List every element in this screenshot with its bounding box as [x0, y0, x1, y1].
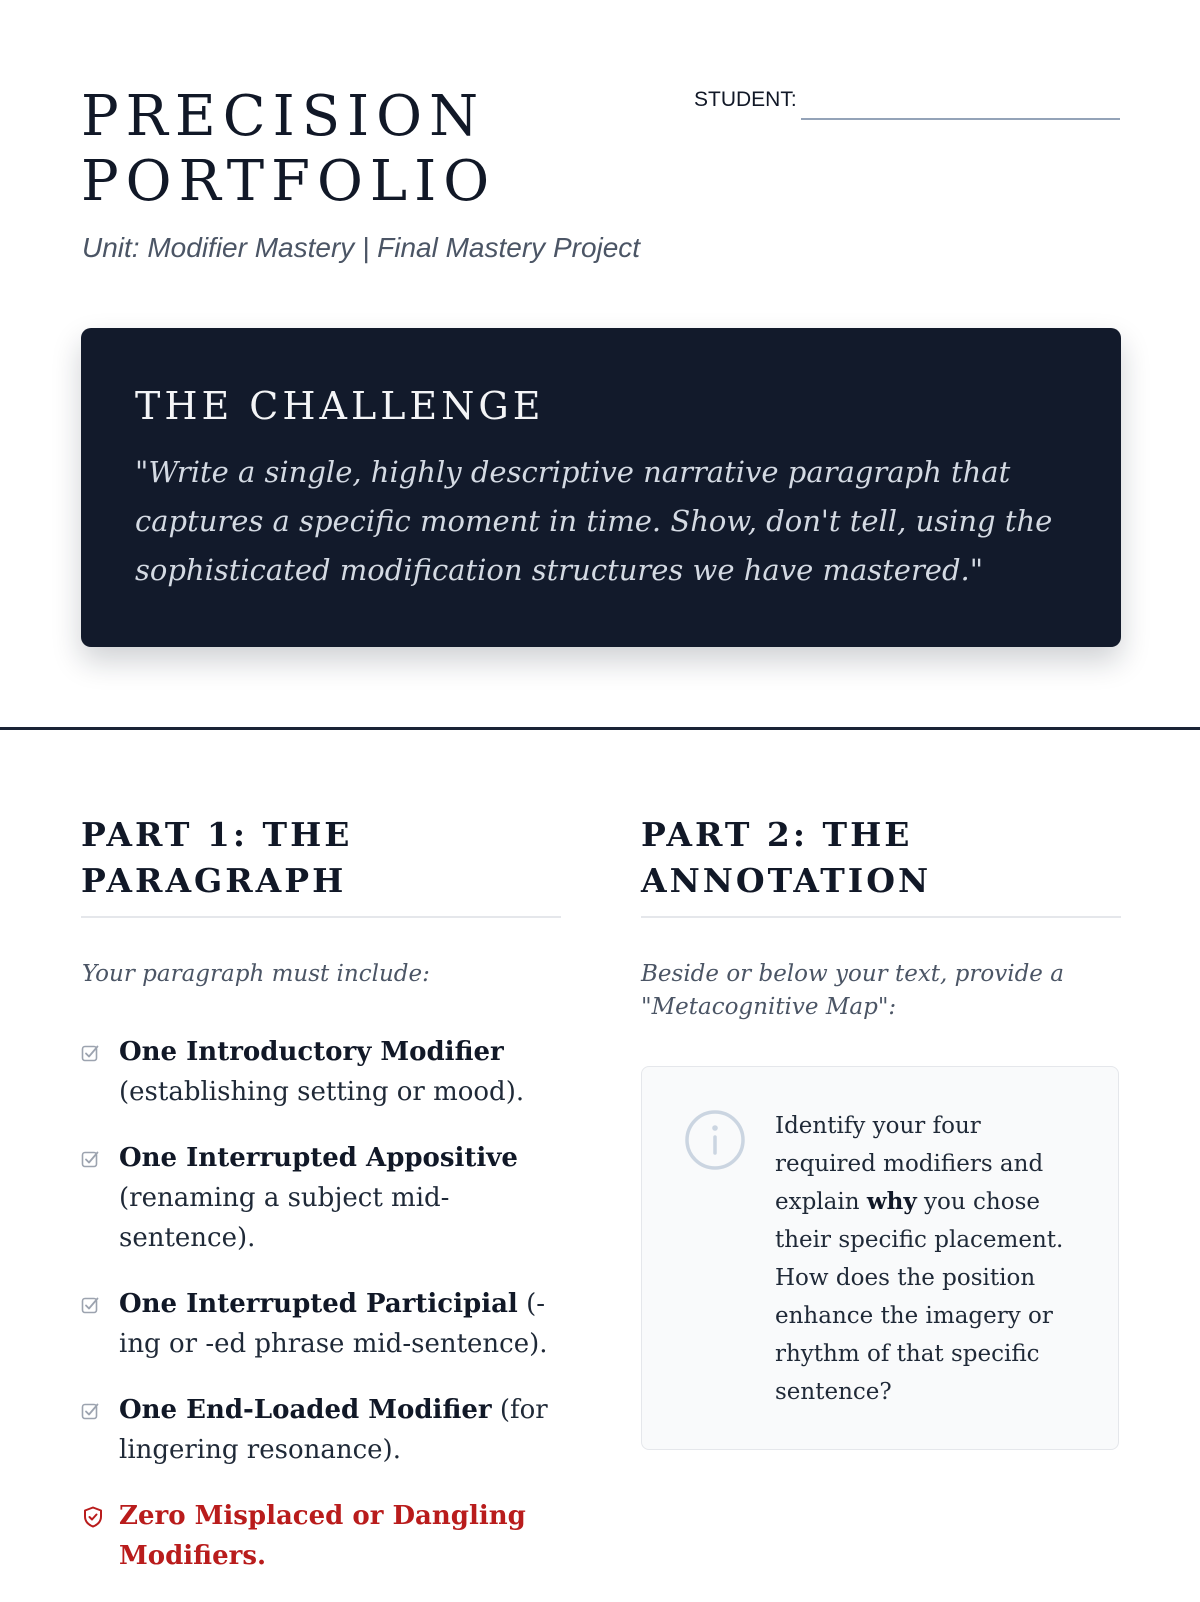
requirement-item: [81, 1032, 561, 1112]
metacognitive-map-text: [775, 1107, 1075, 1411]
requirement-item: [81, 1138, 561, 1258]
requirement-detail: (-ing or -ed phrase mid-sentence).: [119, 1289, 548, 1359]
unit-subtitle: Unit: Modifier Mastery | Final Mastery Project: [82, 232, 641, 263]
shield-check-icon: [81, 1505, 105, 1529]
section-divider: [0, 727, 1200, 730]
checkbox-icon: [81, 1296, 99, 1314]
requirement-label: Zero Misplaced or Dangling Modifiers.: [119, 1501, 526, 1571]
part2-heading: [641, 812, 1121, 918]
page-title-line-1: PRECISION: [81, 84, 486, 149]
checkbox-icon: [81, 1402, 99, 1420]
part2-intro: Beside or below your text, provide a "Metacognitive Map":: [641, 961, 1064, 1020]
requirement-item: [81, 1284, 561, 1364]
requirement-label: One Introductory Modifier: [119, 1037, 504, 1067]
part1-heading-line-2: PARAGRAPH: [81, 861, 347, 900]
checkbox-icon: [81, 1150, 99, 1168]
challenge-card: [81, 328, 1121, 647]
student-name-field[interactable]: [801, 118, 1120, 120]
part1-intro: Your paragraph must include:: [82, 961, 430, 987]
page-title: [81, 84, 496, 214]
challenge-title: THE CHALLENGE: [135, 384, 545, 428]
map-text-part: you chose their specific placement. How does the position enhance the imagery or rhythm of that specific sentence?: [775, 1189, 1064, 1405]
requirement-item-warning: [81, 1496, 561, 1576]
part1-heading: [81, 812, 561, 918]
part2-heading-line-2: ANNOTATION: [641, 861, 932, 900]
student-label: STUDENT:: [694, 88, 797, 111]
requirement-label: One End-Loaded Modifier: [119, 1395, 492, 1425]
requirement-item: [81, 1390, 561, 1470]
map-text-emphasis: why: [866, 1188, 917, 1215]
page-title-line-2: PORTFOLIO: [81, 149, 497, 214]
info-icon: [684, 1109, 746, 1171]
part2-heading-line-1: PART 2: THE: [641, 815, 913, 854]
requirement-label: One Interrupted Participial: [119, 1289, 518, 1319]
requirement-detail: (establishing setting or mood).: [119, 1077, 525, 1107]
requirement-detail: (renaming a subject mid-sentence).: [119, 1183, 450, 1253]
requirement-label: One Interrupted Appositive: [119, 1143, 518, 1173]
challenge-quote: "Write a single, highly descriptive narrative paragraph that captures a specific moment in time. Show, don't tell, using the sophisticated modification structures we have mastered.": [135, 455, 1053, 587]
requirement-detail: (for lingering resonance).: [119, 1395, 548, 1465]
part1-heading-line-1: PART 1: THE: [81, 815, 353, 854]
map-text-part: Identify your four required modifiers and explain: [775, 1113, 1044, 1215]
checkbox-icon: [81, 1044, 99, 1062]
requirements-list: [81, 1032, 561, 1602]
metacognitive-map-box: [641, 1066, 1119, 1450]
